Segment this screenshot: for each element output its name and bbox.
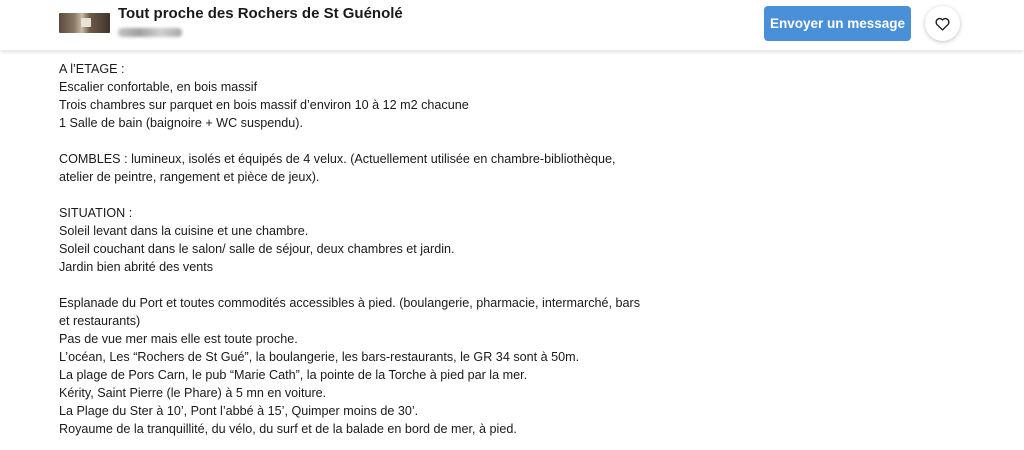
description-line: Royaume de la tranquillité, du vélo, du surf et de la balade en bord de mer, à pied. [59,422,517,436]
description-line: Kérity, Saint Pierre (le Phare) à 5 mn en voiture. [59,386,327,400]
listing-title: Tout proche des Rochers de St Guénolé [118,5,403,22]
listing-header [0,0,1024,50]
description-line: Soleil levant dans la cuisine et une chambre. [59,224,309,238]
description-line: Soleil couchant dans le salon/ salle de séjour, deux chambres et jardin. [59,242,455,256]
description-line: Trois chambres sur parquet en bois massif d’environ 10 à 12 m2 chacune [59,98,469,112]
description-line: 1 Salle de bain (baignoire + WC suspendu). [59,116,303,130]
description-line: Pas de vue mer mais elle est toute proche. [59,332,298,346]
description-line: SITUATION : [59,206,133,220]
description-line: et restaurants) [59,314,141,328]
favorite-button[interactable] [925,6,960,41]
description-line: L’océan, Les “Rochers de St Gué”, la boulangerie, les bars-restaurants, le GR 34 sont à 50m. [59,350,580,364]
paragraph-spacer [59,186,659,204]
blurred-subtitle [118,28,182,37]
description-line: La plage de Pors Carn, le pub “Marie Cath”, la pointe de la Torche à pied par la mer. [59,368,528,382]
send-message-button[interactable]: Envoyer un message [764,6,911,41]
paragraph-spacer [59,276,659,294]
description-line: Escalier confortable, en bois massif [59,80,258,94]
description-line: COMBLES : lumineux, isolés et équipés de 4 velux. (Actuellement utilisée en chambre-bibliothèque, [59,152,616,166]
description-line: atelier de peintre, rangement et pièce de jeux). [59,170,320,184]
listing-thumbnail[interactable] [59,13,110,33]
heart-outline-icon [935,17,950,31]
paragraph-spacer [59,132,659,150]
description-line: A l’ETAGE : [59,62,125,76]
description-line: La Plage du Ster à 10’, Pont l’abbé à 15’, Quimper moins de 30’. [59,404,419,418]
description-line: Esplanade du Port et toutes commodités accessibles à pied. (boulangerie, pharmacie, intermarché, bars [59,296,641,310]
listing-description [59,60,659,438]
description-line: Jardin bien abrité des vents [59,260,214,274]
